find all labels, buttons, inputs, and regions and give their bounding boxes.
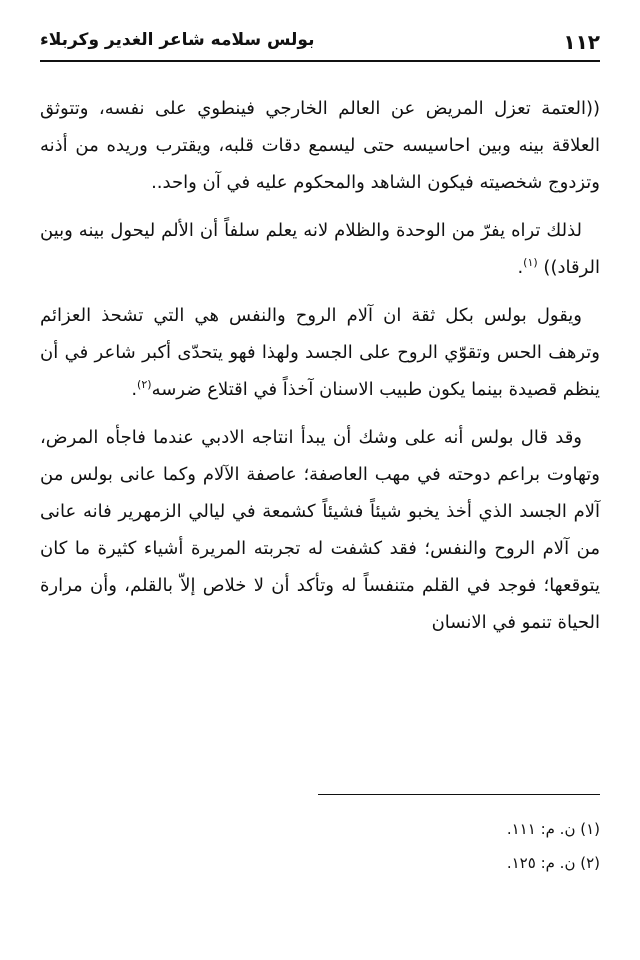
paragraph-4-text: وقد قال بولس أنه على وشك أن يبدأ انتاجه الادبي عندما فاجأه المرض، وتهاوت براعم دوحته في مهب العاصفة؛ عاصفة الآلام وكما عانى بولس من آلام الجسد الذي أخذ يخبو شيئاً فشيئاً كشمعة في ليالي الزمهرير فانه عانى من آلام الروح والنفس؛ فقد كشفت له تجربته المريرة أشياء كثيرة ما كان يتوقعها؛ فوجد في القلم متنفساً له وتأكد أن لا خلاص إلاّ بالقلم، وأن مرارة الحياة تنمو في الانسان	[40, 427, 600, 633]
paragraph-1-text: ((العتمة تعزل المريض عن العالم الخارجي فينطوي على نفسه، وتتوثق العلاقة بينه وبين احاسيسه حتى ليسمع دقات قلبه، ويقترب وريده من أذنه وتزدوج شخصيته فيكون الشاهد والمحكوم عليه في آن واحد..	[40, 98, 600, 193]
paragraph-2	[40, 212, 600, 286]
paragraph-3	[40, 297, 600, 408]
footnotes	[40, 812, 600, 880]
page-number: ١١٢	[563, 30, 600, 54]
footnote-1: (١) ن. م: ١١١.	[506, 820, 600, 838]
running-title: بولس سلامه شاعر الغدير وكربلاء	[40, 30, 315, 50]
body-text	[40, 90, 600, 652]
footnote-ref-2: (٢)	[137, 378, 152, 391]
footnote-divider	[318, 794, 600, 795]
paragraph-1	[40, 90, 600, 201]
paragraph-4	[40, 419, 600, 641]
footnote-2: (٢) ن. م: ١٢٥.	[506, 854, 600, 872]
footnote-ref-1: (١)	[523, 256, 538, 269]
period: .	[517, 257, 524, 278]
paragraph-3-text: ويقول بولس بكل ثقة ان آلام الروح والنفس هي التي تشحذ العزائم وترهف الحس وتقوّي الروح على الجسد ولهذا فهو يتحدّى أكبر شاعر في أن ينظم قصيدة بينما يكون طبيب الاسنان آخذاً في اقتلاع ضرسه	[40, 305, 600, 400]
paragraph-2-text: لذلك تراه يفرّ من الوحدة والظلام لانه يعلم سلفاً أن الألم ليحول بينه وبين الرقاد))	[40, 220, 600, 278]
page-header	[40, 26, 600, 62]
period: .	[131, 379, 138, 400]
